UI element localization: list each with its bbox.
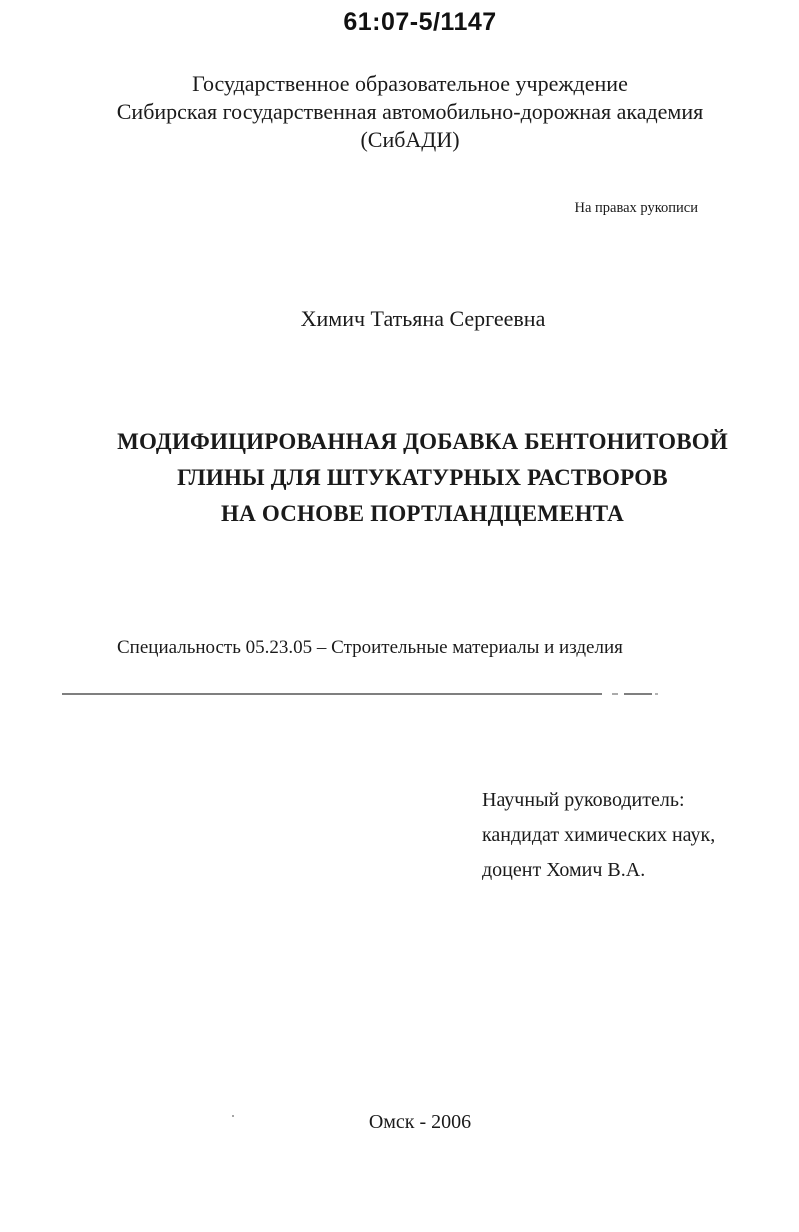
institution-line-2: Сибирская государственная автомобильно-дорожная академия bbox=[116, 99, 704, 124]
thesis-title bbox=[100, 424, 745, 532]
institution-line-3: (СибАДИ) bbox=[360, 127, 460, 152]
supervisor-line-1: Научный руководитель: bbox=[482, 789, 685, 811]
institution-block bbox=[60, 70, 760, 154]
supervisor-block bbox=[482, 783, 782, 888]
supervisor-line-2: кандидат химических наук, bbox=[482, 824, 716, 846]
scan-speck bbox=[232, 1115, 234, 1117]
city-year: Омск - 2006 bbox=[368, 1111, 472, 1133]
supervisor-line-3: доцент Хомич В.А. bbox=[482, 859, 646, 881]
thesis-title-line-1: МОДИФИЦИРОВАННАЯ ДОБАВКА БЕНТОНИТОВОЙ bbox=[117, 429, 728, 454]
manuscript-note: На правах рукописи bbox=[574, 200, 698, 216]
institution-line-1: Государственное образовательное учреждение bbox=[192, 71, 628, 96]
thesis-title-line-3: НА ОСНОВЕ ПОРТЛАНДЦЕМЕНТА bbox=[221, 501, 624, 526]
author-name: Химич Татьяна Сергеевна bbox=[300, 306, 546, 331]
catalog-number: 61:07-5/1147 bbox=[343, 8, 497, 36]
specialty-line: Специальность 05.23.05 – Строительные материалы и изделия bbox=[117, 637, 623, 658]
scan-divider-line bbox=[62, 692, 658, 696]
thesis-title-line-2: ГЛИНЫ ДЛЯ ШТУКАТУРНЫХ РАСТВОРОВ bbox=[177, 465, 668, 490]
